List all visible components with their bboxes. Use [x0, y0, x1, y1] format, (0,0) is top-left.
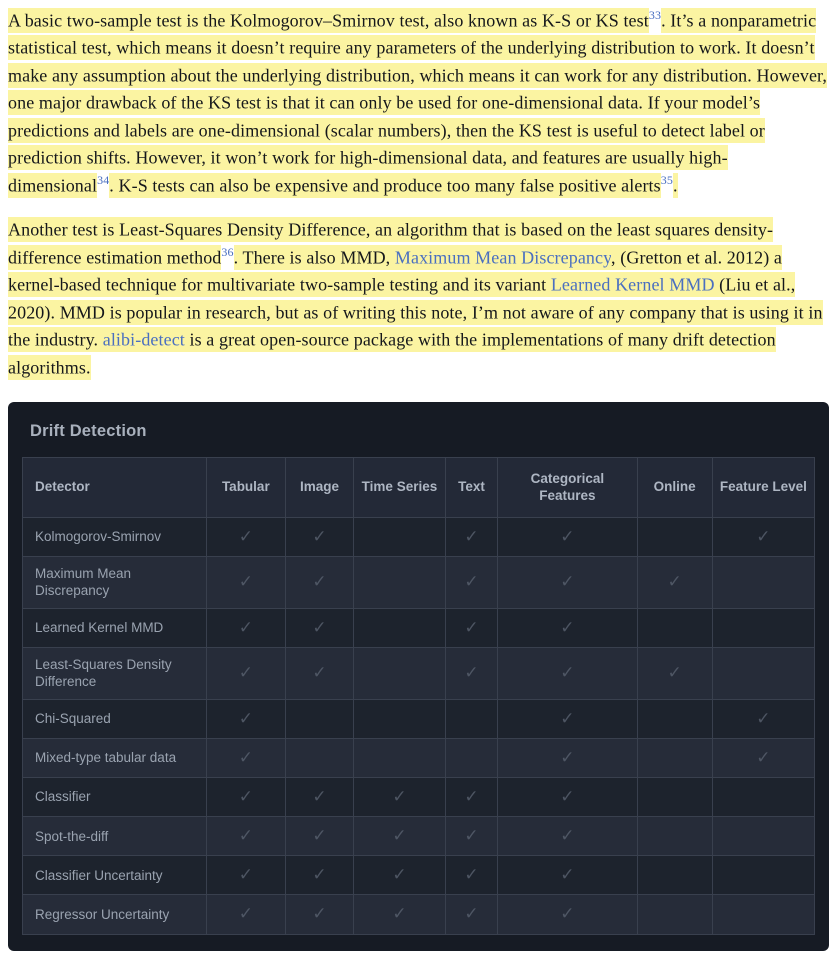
table-row: [23, 517, 815, 556]
empty-cell: [637, 817, 712, 856]
inline-link[interactable]: Learned Kernel MMD: [551, 272, 715, 297]
highlighted-text-run: is a great open-source package with the implementations of many drift detection algorithms.: [8, 327, 776, 380]
check-icon: ✓: [498, 608, 637, 647]
paragraph: [8, 7, 829, 200]
column-header: Detector: [23, 457, 207, 517]
empty-cell: [637, 699, 712, 738]
highlighted-text-run: .: [673, 173, 678, 198]
check-icon: ✓: [445, 778, 497, 817]
column-header: Feature Level: [712, 457, 814, 517]
detector-name: Learned Kernel MMD: [23, 608, 207, 647]
empty-cell: [712, 778, 814, 817]
highlighted-text-run: . K-S tests can also be expensive and produce too many false positive alerts: [109, 173, 660, 198]
check-icon: ✓: [206, 856, 285, 895]
check-icon: ✓: [285, 895, 353, 934]
check-icon: ✓: [206, 556, 285, 608]
check-icon: ✓: [354, 895, 446, 934]
paragraph: [8, 217, 829, 382]
inline-link[interactable]: alibi-detect: [103, 327, 185, 352]
drift-detection-card: [8, 402, 829, 951]
table-row: [23, 699, 815, 738]
empty-cell: [285, 699, 353, 738]
table-body: [23, 517, 815, 934]
empty-cell: [354, 739, 446, 778]
check-icon: ✓: [637, 556, 712, 608]
check-icon: ✓: [285, 817, 353, 856]
empty-cell: [637, 895, 712, 934]
check-icon: ✓: [498, 778, 637, 817]
check-icon: ✓: [637, 647, 712, 699]
empty-cell: [354, 608, 446, 647]
check-icon: ✓: [206, 647, 285, 699]
table-row: [23, 856, 815, 895]
detector-name: Kolmogorov-Smirnov: [23, 517, 207, 556]
check-icon: ✓: [285, 778, 353, 817]
footnote-ref-link[interactable]: 35: [660, 173, 673, 187]
check-icon: ✓: [498, 647, 637, 699]
check-icon: ✓: [498, 699, 637, 738]
footnote-ref-link[interactable]: 34: [97, 173, 110, 187]
table-head: [23, 457, 815, 517]
footnote-ref-link[interactable]: 36: [221, 245, 234, 259]
empty-cell: [445, 699, 497, 738]
table-header-row: [23, 457, 815, 517]
check-icon: ✓: [354, 778, 446, 817]
check-icon: ✓: [498, 817, 637, 856]
empty-cell: [637, 778, 712, 817]
table-row: [23, 647, 815, 699]
check-icon: ✓: [498, 895, 637, 934]
detector-name: Maximum Mean Discrepancy: [23, 556, 207, 608]
check-icon: ✓: [354, 817, 446, 856]
table-row: [23, 556, 815, 608]
column-header: Tabular: [206, 457, 285, 517]
check-icon: ✓: [445, 817, 497, 856]
check-icon: ✓: [445, 647, 497, 699]
detector-name: Regressor Uncertainty: [23, 895, 207, 934]
empty-cell: [712, 608, 814, 647]
detector-name: Mixed-type tabular data: [23, 739, 207, 778]
check-icon: ✓: [354, 856, 446, 895]
empty-cell: [712, 895, 814, 934]
empty-cell: [712, 817, 814, 856]
empty-cell: [637, 739, 712, 778]
empty-cell: [712, 556, 814, 608]
check-icon: ✓: [285, 647, 353, 699]
check-icon: ✓: [206, 699, 285, 738]
drift-detection-table: [22, 457, 815, 935]
highlighted-text-run: . There is also MMD,: [234, 245, 395, 270]
check-icon: ✓: [206, 517, 285, 556]
column-header: Online: [637, 457, 712, 517]
article-page: [8, 7, 829, 951]
detector-name: Least-Squares Density Difference: [23, 647, 207, 699]
check-icon: ✓: [712, 739, 814, 778]
check-icon: ✓: [445, 517, 497, 556]
table-row: [23, 739, 815, 778]
check-icon: ✓: [285, 856, 353, 895]
empty-cell: [637, 517, 712, 556]
empty-cell: [354, 647, 446, 699]
highlighted-text-run: . It’s a nonparametric statistical test, which means it doesn’t require any parameters of the underlying distribution to work. It doesn’t make any assumption about the underlying distribution, which means it can work for any distribution. However, one major drawback of the KS test is that it can only be used for one-dimensional data. If your model’s predictions and labels are one-dimensional (scalar numbers), then the KS test is useful to detect label or prediction shifts. However, it won’t work for high-dimensional data, and features are usually high-dimensional: [8, 8, 827, 198]
detector-name: Classifier Uncertainty: [23, 856, 207, 895]
check-icon: ✓: [498, 517, 637, 556]
table-row: [23, 778, 815, 817]
check-icon: ✓: [285, 517, 353, 556]
check-icon: ✓: [445, 856, 497, 895]
table-row: [23, 817, 815, 856]
check-icon: ✓: [206, 817, 285, 856]
table-row: [23, 895, 815, 934]
empty-cell: [637, 608, 712, 647]
column-header: Time Series: [354, 457, 446, 517]
check-icon: ✓: [206, 895, 285, 934]
detector-name: Classifier: [23, 778, 207, 817]
article: [8, 7, 829, 382]
empty-cell: [712, 856, 814, 895]
check-icon: ✓: [285, 608, 353, 647]
inline-link[interactable]: Maximum Mean Discrepancy: [395, 245, 611, 270]
highlighted-text-run: (Liu et al., 2020). MMD is popular in research, but as of writing this note, I’m not aware of any company that is using it in the industry.: [8, 272, 823, 352]
check-icon: ✓: [285, 556, 353, 608]
check-icon: ✓: [445, 895, 497, 934]
empty-cell: [445, 739, 497, 778]
footnote-ref-link[interactable]: 33: [648, 8, 662, 22]
check-icon: ✓: [206, 778, 285, 817]
detector-name: Spot-the-diff: [23, 817, 207, 856]
table-title: Drift Detection: [30, 421, 147, 440]
check-icon: ✓: [498, 739, 637, 778]
check-icon: ✓: [206, 739, 285, 778]
empty-cell: [354, 556, 446, 608]
check-icon: ✓: [445, 556, 497, 608]
highlighted-text-run: , (Gretton et al. 2012) a kernel-based technique for multivariate two-sample testing and its variant: [8, 245, 782, 298]
highlighted-text-run: Another test is Least-Squares Density Difference, an algorithm that is based on the least squares density-difference estimation method: [8, 217, 773, 270]
empty-cell: [637, 856, 712, 895]
check-icon: ✓: [206, 608, 285, 647]
check-icon: ✓: [498, 856, 637, 895]
table-row: [23, 608, 815, 647]
empty-cell: [354, 699, 446, 738]
check-icon: ✓: [712, 517, 814, 556]
empty-cell: [712, 647, 814, 699]
detector-name: Chi-Squared: [23, 699, 207, 738]
check-icon: ✓: [498, 556, 637, 608]
empty-cell: [285, 739, 353, 778]
column-header: Image: [285, 457, 353, 517]
check-icon: ✓: [445, 608, 497, 647]
column-header: Text: [445, 457, 497, 517]
column-header: Categorical Features: [498, 457, 637, 517]
empty-cell: [354, 517, 446, 556]
check-icon: ✓: [712, 699, 814, 738]
highlighted-text-run: A basic two-sample test is the Kolmogorov–Smirnov test, also known as K-S or KS test: [8, 8, 649, 33]
